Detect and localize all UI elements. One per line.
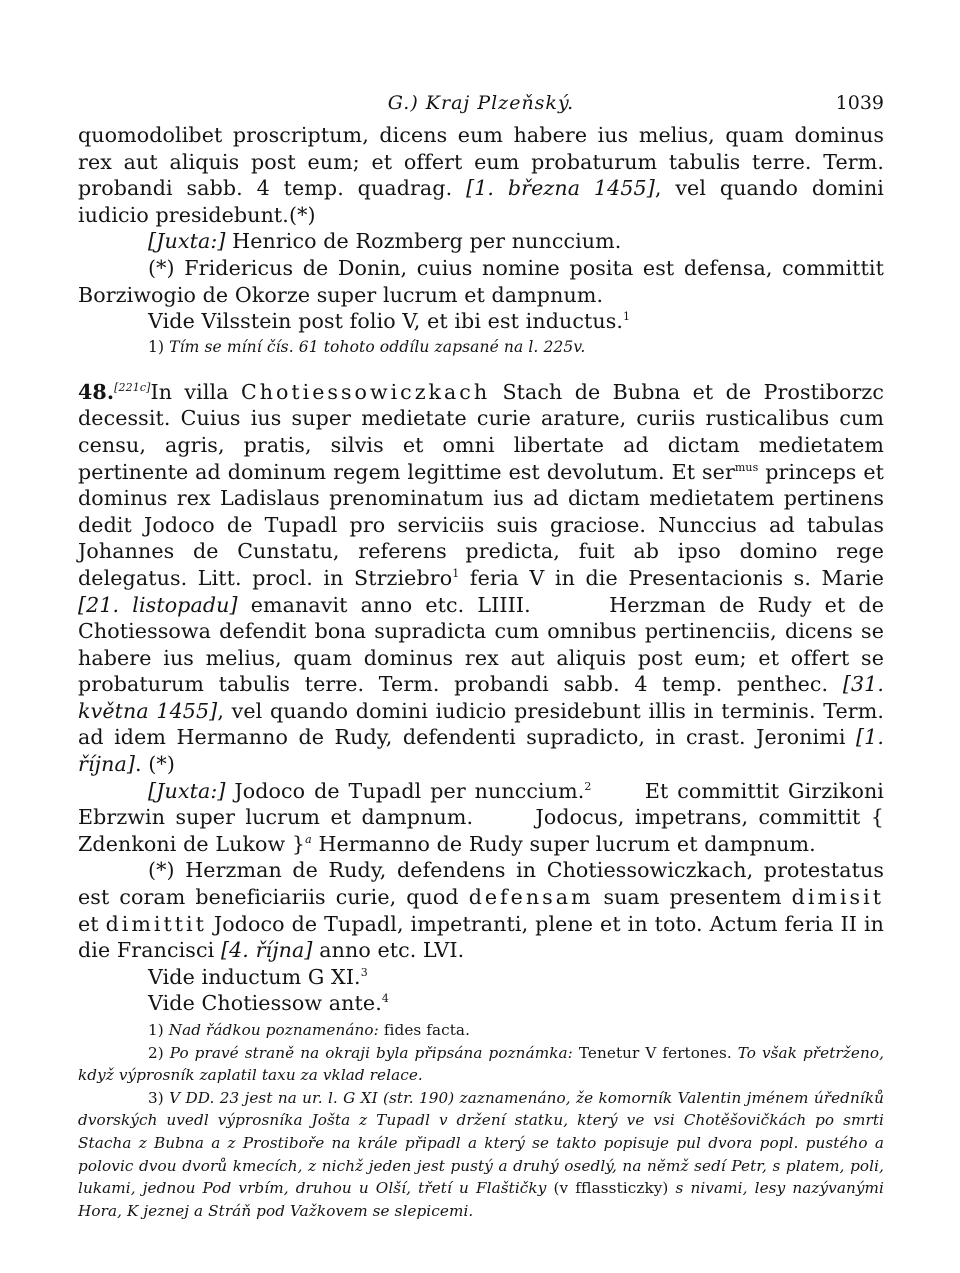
entry-48-juxta: [Juxta:] Jodoco de Tupadl per nunccium.$^2$ Et committit Girzikoni Ebrzwin super lucrum et dampnum. Jodocus, impetrans, committit { Zdenkoni de Lukow }$^a$ Hermanno de Rudy super lucrum et dampnum. xyxy=(78,778,891,856)
page-number: 1039 xyxy=(835,92,884,114)
page-header xyxy=(78,92,884,122)
entry-47-vide: Vide Vilsstein post folio V, et ibi est inductus.$^1$ xyxy=(148,309,631,334)
entry-gap xyxy=(78,359,884,379)
document-page xyxy=(78,92,891,1222)
main-text xyxy=(78,122,891,1222)
entry-47-asterisk-note: (*) Fridericus de Donin, cuius nomine posita est defensa, committit Borziwogio de Okorze super lucrum et dampnum. xyxy=(78,255,884,307)
footnote-2: 2) Po pravé straně na okraji byla připsána poznámka: Tenetur V fertones. To však přetrženo, když výprosník zaplatil taxu za vklad relace. xyxy=(78,1043,885,1085)
footnote-3: 3) V DD. 23 jest na ur. l. G XI (str. 190) zaznamenáno, že komorník Valentin jménem úředníků dvorských uvedl výprosníka Jošta z Tupadl v držení statku, který ve vsi Chotěšovičkách po smrti Stacha z Bubna a z Prostiboře na krále připadl a který se takto popisuje pul dvora popl. pustého a polovic dvou dvorů kmecích, z nichž jeden jest pustý a druhý osedlý, na němž sedí Petr, s platem, poli, lukami, jednou Pod vrbím, druhou u Olší, třetí u Flaštičky (v fflassticzky) s nivami, lesy nazývanými Hora, K jeznej a Stráň pod Važkovem se slepicemi. xyxy=(78,1088,885,1220)
footnotes xyxy=(78,1019,884,1222)
entry-48-asterisk-note: (*) Herzman de Rudy, defendens in Chotiessowiczkach, protestatus est coram beneficiariis curie, quod defensam suam presentem dimisit et dimittit Jodoco de Tupadl, impetranti, plene et in toto. Actum feria II in die Francisci [4. října] anno etc. LVI. xyxy=(78,858,884,963)
entry-47-footnote: 1) Tím se míní čís. 61 tohoto oddílu zapsané na l. 225v. xyxy=(148,337,586,356)
entry-47-continuation: quomodolibet proscriptum, dicens eum habere ius melius, quam dominus rex aut aliquis post eum; et offert eum probaturum tabulis terre. Term. probandi sabb. 4 temp. quadrag. [1. března 1455], vel quando domini iudicio presidebunt.(*) xyxy=(78,123,884,227)
folio-reference: [221c] xyxy=(114,380,151,394)
footnote-1: 1) Nad řádkou poznamenáno: fides facta. xyxy=(148,1021,471,1039)
entry-47-juxta: [Juxta:] Henrico de Rozmberg per nunccium. xyxy=(148,229,622,254)
entry-number: 48. xyxy=(78,379,115,404)
entry-48-vide-2: Vide Chotiessow ante.$^4$ xyxy=(148,991,389,1016)
entry-48-vide-1: Vide inductum G XI.$^3$ xyxy=(148,964,368,989)
entry-48-body: 48.[221c]In villa Chotiessowiczkach Stach de Bubna et de Prostiborzc decessit. Cuius ius super medietate curie arature, curiis rusticalibus cum censu, agris, pratis, silvis et omni libertate ad dictam medietatem pertinente ad dominum regem legittime est devolutum. Et ser$^{mus}$ princeps et dominus rex Ladislaus prenominatum ius ad dictam medietatem pertinens dedit Jodoco de Tupadl pro serviciis suis graciose. Nunccius ad tabulas Johannes de Cunstatu, referens predicta, fuit ab ipso domino rege delegatus. Litt. procl. in Strziebro$^1$ feria V in die Presentacionis s. Marie [21. listopadu] emanavit anno etc. LIIII. Herzman de Rudy et de Chotiessowa defendit bona supradicta cum omnibus pertinenciis, dicens se habere ius melius, quam dominus rex aut aliquis post eum; et offert se probaturum tabulis terre. Term. probandi sabb. 4 temp. penthec. [31. května 1455], vel quando domini iudicio presidebunt illis in terminis. Term. ad idem Hermanno de Rudy, defendenti supradicto, in crast. Jeronimi [1. října]. (*) xyxy=(78,379,891,777)
running-title: G.) Kraj Plzeňský. xyxy=(387,92,575,114)
